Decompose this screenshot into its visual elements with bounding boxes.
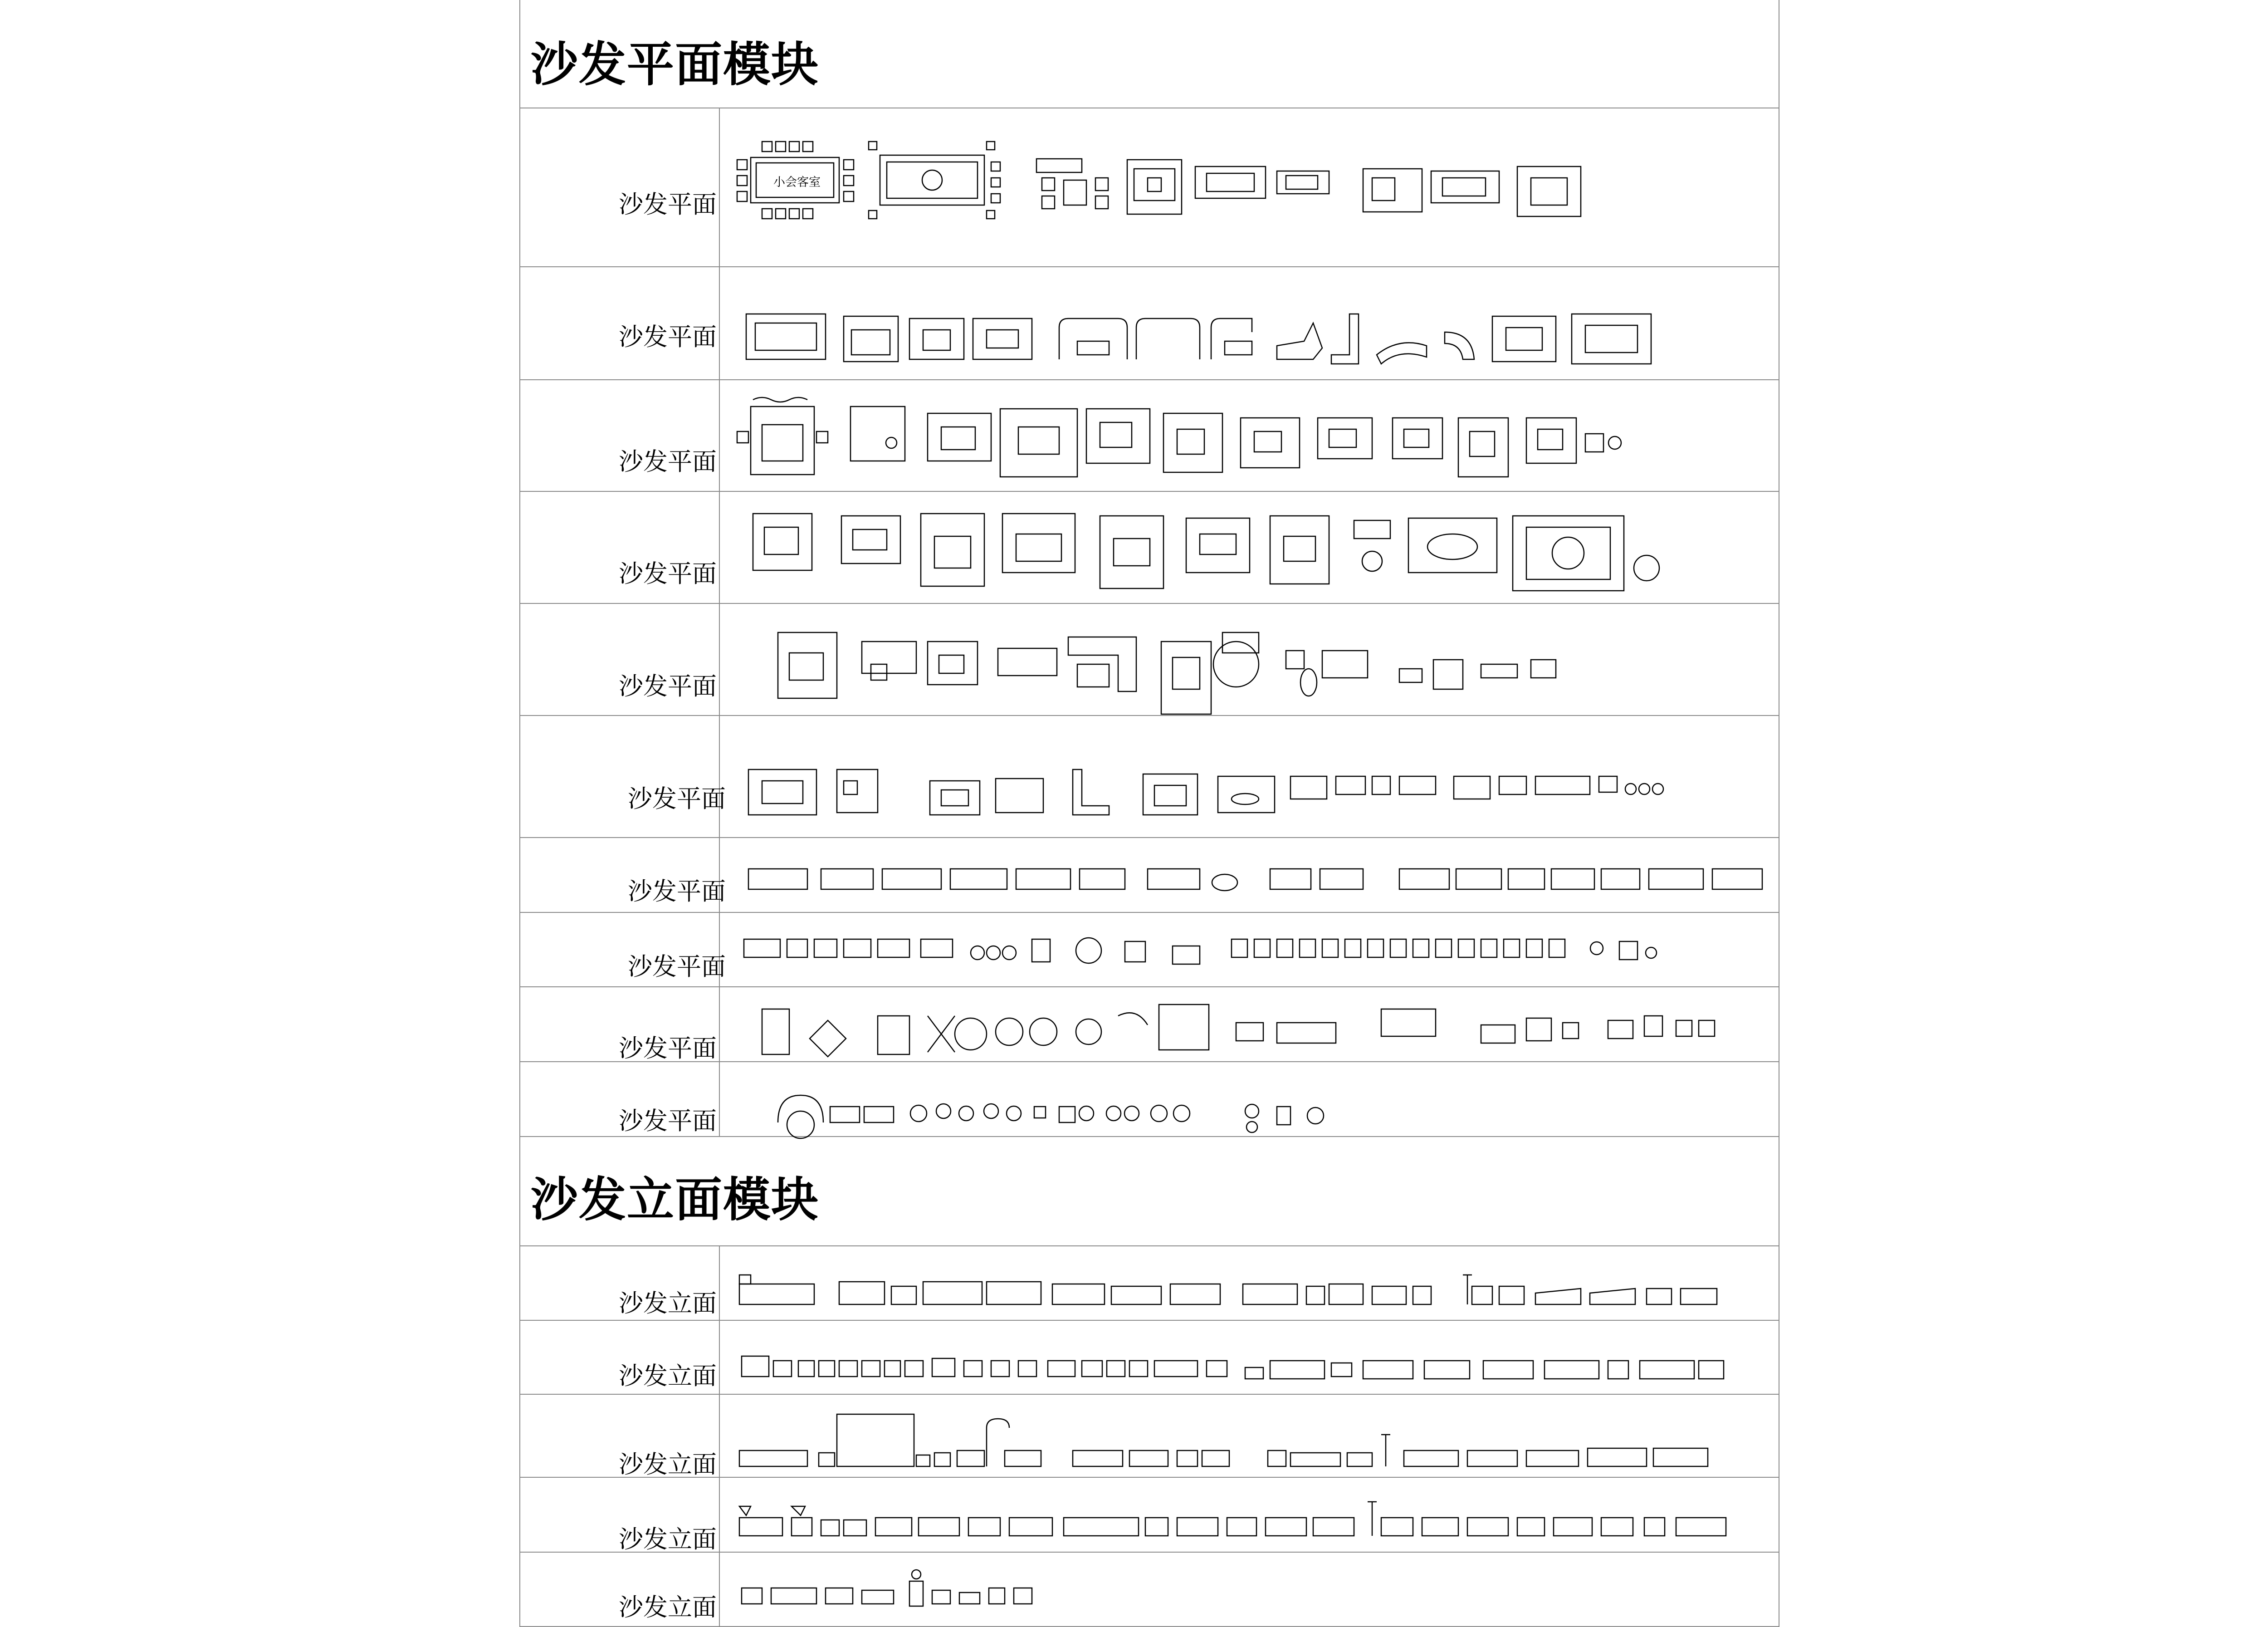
plan-row-label: 沙发平面: [619, 447, 717, 476]
sofa-elevation-row-3: [719, 1396, 1776, 1478]
elevation-row-label: 沙发立面: [619, 1450, 717, 1479]
plan-row-label: 沙发平面: [619, 559, 717, 588]
plan-row-label: 沙发平面: [619, 323, 717, 351]
sofa-elevation-row-4: [719, 1479, 1776, 1552]
plan-row-label: 沙发平面: [619, 190, 717, 219]
plan-row-label: 沙发平面: [619, 672, 717, 701]
row-divider: [519, 715, 1779, 716]
sofa-plan-row-5: [719, 605, 1776, 714]
room-label: 小会客室: [773, 176, 821, 189]
elevation-row-label: 沙发立面: [619, 1593, 717, 1622]
sofa-plan-row-4: [719, 493, 1776, 602]
sofa-elevation-row-5: [719, 1554, 1776, 1627]
plan-row-label: 沙发平面: [619, 1034, 717, 1063]
row-divider: [519, 379, 1779, 380]
sofa-elevation-row-2: [719, 1322, 1776, 1395]
sofa-plan-row-6: [719, 717, 1776, 840]
plan-section-title: 沙发平面模块: [531, 37, 820, 92]
sofa-plan-row-10: [719, 1063, 1776, 1141]
elevation-row-label: 沙发立面: [619, 1525, 717, 1553]
row-divider: [519, 266, 1779, 267]
row-divider: [519, 491, 1779, 492]
plan-row-label: 沙发平面: [628, 952, 726, 981]
elevation-row-label: 沙发立面: [619, 1362, 717, 1390]
elevation-section-title: 沙发立面模块: [531, 1172, 820, 1227]
sofa-elevation-row-1: [719, 1248, 1776, 1320]
elevation-row-label: 沙发立面: [619, 1289, 717, 1318]
sofa-plan-row-1: [719, 110, 1776, 264]
row-divider: [519, 603, 1779, 604]
sofa-plan-row-9: [719, 989, 1776, 1066]
plan-row-label: 沙发平面: [619, 1107, 717, 1135]
sofa-plan-row-8: [719, 914, 1776, 989]
row-divider: [519, 1245, 1779, 1246]
plan-row-label: 沙发平面: [628, 877, 726, 906]
sofa-plan-row-3: [719, 382, 1776, 490]
plan-row-label: 沙发平面: [628, 784, 726, 813]
sofa-plan-row-2: [719, 269, 1776, 377]
sofa-plan-row-7: [719, 839, 1776, 916]
